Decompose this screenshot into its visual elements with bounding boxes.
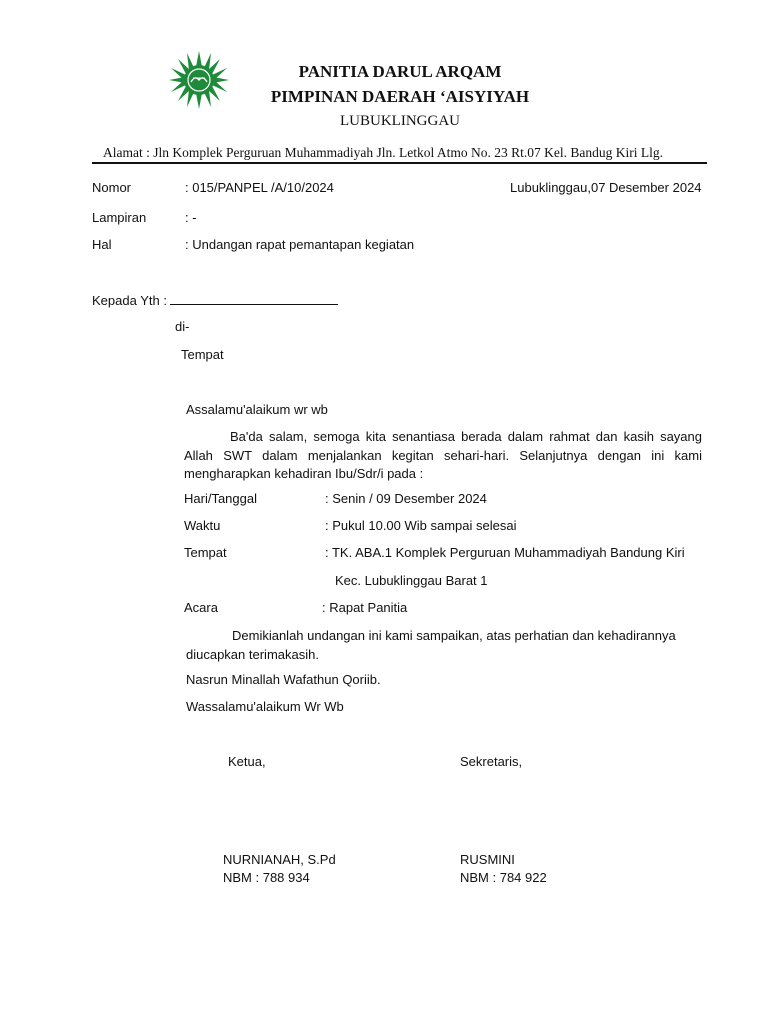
- org-address: Alamat : Jln Komplek Perguruan Muhammadiyah Jln. Letkol Atmo No. 23 Rt.07 Kel. Bandug Kiri Llg.: [103, 145, 663, 160]
- opening-paragraph: Ba'da salam, semoga kita senantiasa berada dalam rahmat dan kasih sayang Allah SWT dalam menjalankan kegitan sehari-hari. Selanjutnya dengan ini kami mengharapkan kehadiran Ibu/Sdr/i pada :: [184, 429, 702, 481]
- tempat-label: Tempat: [184, 545, 227, 560]
- lampiran-value: : -: [185, 210, 197, 225]
- prayer-text: Nasrun Minallah Wafathun Qoriib.: [186, 672, 381, 687]
- hal-value: : Undangan rapat pemantapan kegiatan: [185, 237, 415, 252]
- signature-right-nbm: NBM : 784 922: [460, 870, 547, 885]
- closing-paragraph: Demikianlah undangan ini kami sampaikan, atas perhatian dan kehadirannya diucapkan terimakasih.: [186, 628, 676, 662]
- tempat-value: : TK. ABA.1 Komplek Perguruan Muhammadiyah Bandung Kiri: [325, 545, 685, 560]
- signature-left-name: NURNIANAH, S.Pd: [223, 852, 336, 867]
- letterhead-divider: [92, 162, 707, 164]
- org-city: LUBUKLINGGAU: [340, 113, 460, 129]
- farewell-text: Wassalamu'alaikum Wr Wb: [186, 699, 344, 714]
- hari-label: Hari/Tanggal: [184, 491, 257, 506]
- org-title-line2: PIMPINAN DAERAH ‘AISYIYAH: [270, 87, 530, 106]
- lampiran-label: Lampiran: [92, 210, 147, 225]
- signature-left-role: Ketua,: [228, 754, 266, 769]
- recipient-place: Tempat: [181, 347, 224, 362]
- hari-value: : Senin / 09 Desember 2024: [325, 491, 487, 506]
- nomor-value: : 015/PANPEL /A/10/2024: [185, 180, 334, 195]
- tempat-value-line2: Kec. Lubuklinggau Barat 1: [335, 573, 488, 588]
- org-title-line1: PANITIA DARUL ARQAM: [298, 62, 502, 81]
- waktu-label: Waktu: [184, 518, 221, 533]
- acara-label: Acara: [184, 600, 218, 615]
- acara-value: : Rapat Panitia: [322, 600, 408, 615]
- hal-label: Hal: [92, 237, 112, 252]
- signature-right-role: Sekretaris,: [460, 754, 523, 769]
- muhammadiyah-logo-icon: [167, 49, 231, 111]
- kepada-label: Kepada Yth :: [92, 293, 167, 308]
- place-date: Lubuklinggau,07 Desember 2024: [510, 180, 702, 195]
- waktu-value: : Pukul 10.00 Wib sampai selesai: [325, 518, 517, 533]
- nomor-label: Nomor: [92, 180, 132, 195]
- recipient-di: di-: [175, 319, 190, 334]
- greeting: Assalamu'alaikum wr wb: [186, 402, 328, 417]
- recipient-line: [92, 293, 338, 308]
- recipient-blank: [170, 293, 338, 305]
- signature-right-name: RUSMINI: [460, 852, 515, 867]
- signature-left-nbm: NBM : 788 934: [223, 870, 310, 885]
